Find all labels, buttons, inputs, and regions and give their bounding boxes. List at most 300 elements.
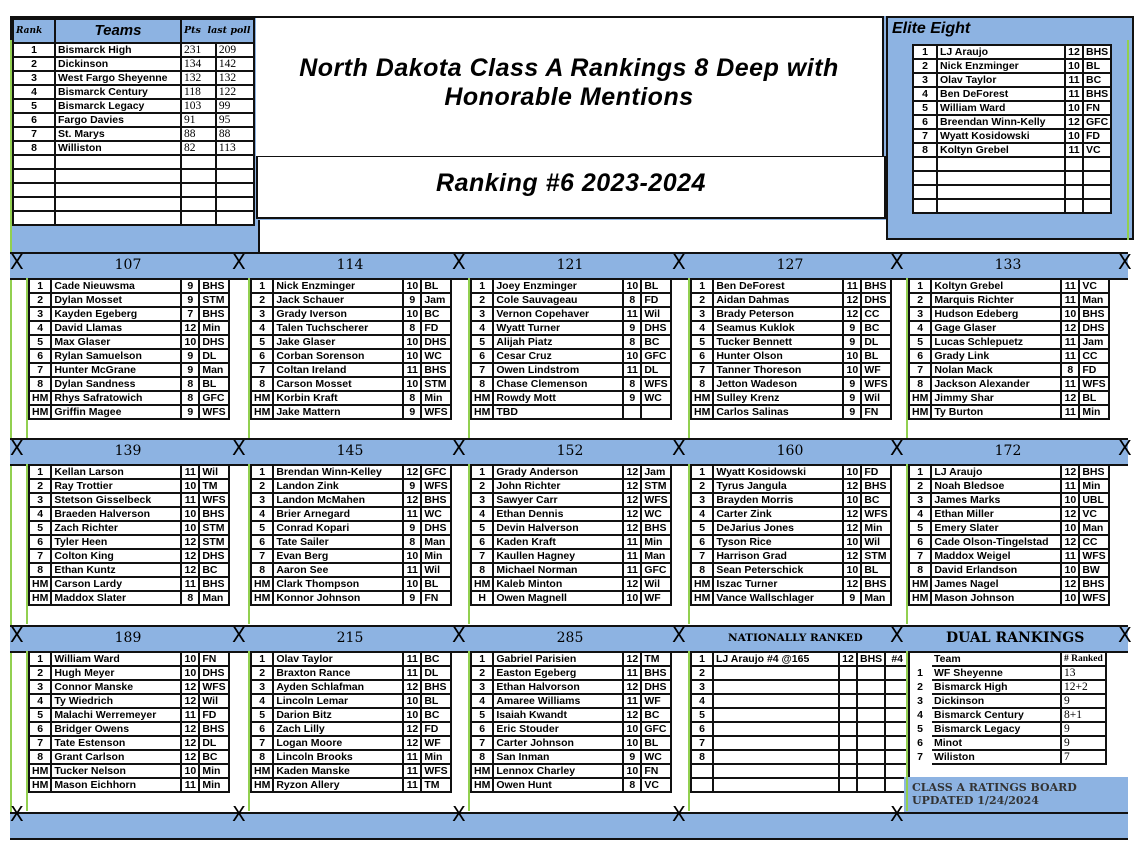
wrestler-name: Rylan Samuelson (51, 349, 181, 363)
wrestler-name: Joey Enzminger (493, 279, 623, 293)
wrestler-team: BHS (861, 279, 891, 293)
wrestler-rank: 3 (909, 493, 931, 507)
wrestler-rank: 8 (251, 377, 273, 391)
team-points: 91 (181, 113, 216, 127)
ranking-subtitle: Ranking #6 2023-2024 (436, 169, 706, 197)
wrestler-name: Connor Manske (51, 680, 181, 694)
elite-row (913, 59, 1111, 73)
pts-header: Pts (184, 25, 201, 36)
wrestler-row (471, 377, 671, 391)
weight-class-label: 139 (114, 443, 142, 459)
wrestler-row (29, 279, 229, 293)
wrestler-rank: HM (909, 591, 931, 605)
wrestler-team: Man (1079, 293, 1109, 307)
wrestler-row (909, 307, 1109, 321)
dual-header-row (909, 652, 1106, 666)
wrestler-grade: 12 (403, 722, 421, 736)
elite-team (1083, 199, 1111, 213)
dual-team: Wiliston (931, 750, 1061, 764)
grid-line (26, 278, 28, 438)
wrestler-team: Min (199, 778, 229, 792)
wrestler-team: Min (861, 521, 891, 535)
wrestler-grade: 10 (181, 652, 199, 666)
wrestler-row (29, 363, 229, 377)
wrestler-grade: 9 (403, 293, 421, 307)
wrestler-rank: 2 (471, 666, 493, 680)
wrestler-rank: 1 (909, 465, 931, 479)
weight-class-label: 172 (994, 443, 1022, 459)
wrestler-row (691, 377, 891, 391)
wrestler-grade: 11 (1061, 377, 1079, 391)
weight-class-label: 285 (556, 630, 584, 646)
wrestler-grade: 8 (403, 391, 421, 405)
wrestler-team (641, 405, 671, 419)
wrestler-row (691, 535, 891, 549)
wrestler-name: James Nagel (931, 577, 1061, 591)
dual-team: Minot (931, 736, 1061, 750)
wrestler-team: GFC (641, 722, 671, 736)
wrestler-row (691, 349, 891, 363)
wrestler-team: GFC (199, 391, 229, 405)
wrestler-name: Jackson Alexander (931, 377, 1061, 391)
wrestler-name: Jake Glaser (273, 335, 403, 349)
wrestler-rank: 1 (471, 652, 493, 666)
wrestler-name: Lucas Schlepuetz (931, 335, 1061, 349)
wrestler-grade: 12 (403, 493, 421, 507)
wrestler-name: Braeden Halverson (51, 507, 181, 521)
wrestler-rank: 5 (29, 335, 51, 349)
wrestler-name: Grady Iverson (273, 307, 403, 321)
wrestler-team: CC (861, 307, 891, 321)
wrestler-name: Max Glaser (51, 335, 181, 349)
wrestler-row (251, 479, 451, 493)
wrestler-row (29, 293, 229, 307)
wrestler-grade: 11 (403, 750, 421, 764)
wrestler-rank: 4 (691, 321, 713, 335)
wrestler-grade: 12 (1061, 535, 1079, 549)
dual-count: 7 (1061, 750, 1106, 764)
wrestler-team: WFS (861, 377, 891, 391)
dual-rank: 7 (917, 751, 923, 763)
team-name: West Fargo Sheyenne (55, 71, 181, 85)
team-last-poll: 113 (216, 141, 254, 155)
wrestler-grade: 12 (181, 321, 199, 335)
wrestler-team: WC (421, 507, 451, 521)
teams-header: Teams (55, 19, 181, 43)
wrestler-rank: 3 (29, 680, 51, 694)
wrestler-team: STM (641, 479, 671, 493)
team-name: Williston (55, 141, 181, 155)
wrestler-rank: 5 (29, 708, 51, 722)
national-rank (691, 764, 713, 778)
team-last-poll: 132 (216, 71, 254, 85)
team-name: Bismarck Legacy (55, 99, 181, 113)
wrestler-rank: HM (251, 391, 273, 405)
wrestler-team: BHS (421, 363, 451, 377)
wrestler-name: Tanner Thoreson (713, 363, 843, 377)
weight-table-145 (250, 464, 452, 606)
wrestler-team: BHS (199, 307, 229, 321)
grid-line (1127, 40, 1129, 240)
wrestler-team: TM (421, 778, 451, 792)
updated-date: UPDATED 1/24/2024 (912, 794, 1039, 807)
wrestler-row (909, 405, 1109, 419)
team-row (13, 183, 254, 197)
wrestler-name: Brayden Morris (713, 493, 843, 507)
wrestler-team: FD (641, 293, 671, 307)
wrestler-rank: 4 (29, 507, 51, 521)
weight-class-label: 107 (114, 257, 142, 273)
wrestler-row (251, 521, 451, 535)
wrestler-rank: 1 (471, 465, 493, 479)
national-grade (839, 666, 857, 680)
dual-row (909, 736, 1106, 750)
wrestler-team: BL (641, 279, 671, 293)
team-name (55, 197, 181, 211)
wrestler-name: Vernon Copehaver (493, 307, 623, 321)
wrestler-grade: 9 (843, 321, 861, 335)
wrestler-team: WF (641, 591, 671, 605)
wrestler-name: Emery Slater (931, 521, 1061, 535)
wrestler-row (29, 307, 229, 321)
wrestler-rank: 7 (251, 363, 273, 377)
wrestler-row (471, 666, 671, 680)
wrestler-team: Man (1079, 521, 1109, 535)
wrestler-name: Ayden Schlafman (273, 680, 403, 694)
wrestler-row (471, 479, 671, 493)
wrestler-rank: 6 (471, 349, 493, 363)
team-rankings-panel (10, 16, 260, 254)
wrestler-rank: 7 (691, 549, 713, 563)
elite-name: Ben DeForest (937, 87, 1065, 101)
weight-class-label: 121 (556, 257, 584, 273)
wrestler-name: Maddox Slater (51, 591, 181, 605)
team-row (13, 197, 254, 211)
wrestler-rank: 7 (29, 549, 51, 563)
team-last-poll: 209 (216, 43, 254, 57)
wrestler-name: Wyatt Kosidowski (713, 465, 843, 479)
wrestler-name: Hunter Olson (713, 349, 843, 363)
wrestler-grade: 11 (181, 493, 199, 507)
wrestler-rank: 3 (251, 493, 273, 507)
wrestler-grade: 10 (843, 563, 861, 577)
wrestler-grade: 9 (181, 293, 199, 307)
national-name (713, 694, 839, 708)
wrestler-rank: HM (471, 405, 493, 419)
wrestler-name: Sean Peterschick (713, 563, 843, 577)
team-rank: 2 (13, 57, 55, 71)
wrestler-team: BHS (199, 722, 229, 736)
wrestler-name: Alijah Piatz (493, 335, 623, 349)
wrestler-team: Jam (641, 465, 671, 479)
elite-rank (913, 171, 937, 185)
wrestler-row (29, 521, 229, 535)
grid-line (26, 651, 28, 811)
wrestler-team: FN (641, 764, 671, 778)
wrestler-team: Min (641, 535, 671, 549)
wrestler-team: BHS (861, 479, 891, 493)
wrestler-grade: 9 (623, 750, 641, 764)
team-last-poll: 122 (216, 85, 254, 99)
team-row (13, 43, 254, 57)
wrestler-name: Tate Sailer (273, 535, 403, 549)
wrestler-row (691, 293, 891, 307)
bottom-band (10, 802, 1128, 840)
national-name (713, 708, 839, 722)
wrestler-rank: 6 (251, 535, 273, 549)
wrestler-name: Gage Glaser (931, 321, 1061, 335)
wrestler-grade: 10 (403, 708, 421, 722)
national-grade: 12 (839, 652, 857, 666)
wrestler-rank: 4 (471, 507, 493, 521)
elite-team: BC (1083, 73, 1111, 87)
wrestler-row (471, 764, 671, 778)
wrestler-grade: 10 (181, 335, 199, 349)
nationally-ranked-table (690, 651, 910, 793)
elite-row (913, 115, 1111, 129)
grid-line (906, 464, 908, 624)
wrestler-team: Wil (861, 535, 891, 549)
team-points: 82 (181, 141, 216, 155)
team-rankings-table (12, 18, 255, 226)
wrestler-name: Lincoln Lemar (273, 694, 403, 708)
grid-line (906, 278, 908, 438)
wrestler-row (691, 307, 891, 321)
wrestler-row (471, 680, 671, 694)
grid-line (688, 651, 690, 811)
wrestler-grade: 10 (843, 363, 861, 377)
dual-rank: 4 (917, 709, 923, 721)
team-points (181, 155, 216, 169)
wrestler-name: Kayden Egeberg (51, 307, 181, 321)
wrestler-team: DHS (641, 680, 671, 694)
wrestler-team: Man (861, 591, 891, 605)
national-grade (839, 778, 857, 792)
wrestler-row (251, 778, 451, 792)
national-rank: 4 (691, 694, 713, 708)
wrestler-rank: 5 (471, 335, 493, 349)
wrestler-team: BL (421, 279, 451, 293)
wrestler-name: Korbin Kraft (273, 391, 403, 405)
wrestler-rank: 6 (909, 535, 931, 549)
wrestler-grade: 9 (843, 591, 861, 605)
wrestler-team: Min (421, 750, 451, 764)
wrestler-team: Man (641, 549, 671, 563)
wrestler-grade: 11 (623, 535, 641, 549)
national-rank: 5 (691, 708, 713, 722)
wrestler-grade: 11 (623, 307, 641, 321)
dual-rank: 6 (917, 737, 923, 749)
wrestler-row (29, 708, 229, 722)
wrestler-rank: 5 (251, 335, 273, 349)
wrestler-team: WFS (199, 493, 229, 507)
wrestler-grade: 11 (1061, 549, 1079, 563)
wrestler-team: BHS (199, 507, 229, 521)
wrestler-grade: 11 (403, 507, 421, 521)
wrestler-row (471, 507, 671, 521)
wrestler-team: BC (861, 493, 891, 507)
grid-line (688, 464, 690, 624)
wrestler-row (909, 293, 1109, 307)
wrestler-name: Brendan Winn-Kelley (273, 465, 403, 479)
grid-line (248, 464, 250, 624)
wrestler-name: Michael Norman (493, 563, 623, 577)
wrestler-team: TM (199, 479, 229, 493)
wrestler-grade: 9 (181, 363, 199, 377)
wrestler-grade: 9 (843, 405, 861, 419)
wrestler-row (471, 363, 671, 377)
wrestler-row (251, 736, 451, 750)
wrestler-rank: 8 (471, 563, 493, 577)
wrestler-name: Kaullen Hagney (493, 549, 623, 563)
wrestler-team: GFC (641, 563, 671, 577)
team-row (13, 169, 254, 183)
wrestler-rank: HM (909, 405, 931, 419)
x-marker: X (890, 802, 904, 826)
wrestler-team: DL (641, 363, 671, 377)
wrestler-name: TBD (493, 405, 623, 419)
wrestler-row (251, 535, 451, 549)
wrestler-grade: 10 (181, 521, 199, 535)
weight-table-114 (250, 278, 452, 420)
wrestler-name: Isaiah Kwandt (493, 708, 623, 722)
national-grade (839, 680, 857, 694)
wrestler-name: Stetson Gisselbeck (51, 493, 181, 507)
wrestler-team: FD (199, 708, 229, 722)
wrestler-name: Dylan Mosset (51, 293, 181, 307)
grid-line (10, 40, 12, 830)
wrestler-rank: HM (29, 591, 51, 605)
wrestler-team: FD (421, 321, 451, 335)
wrestler-name: Grady Link (931, 349, 1061, 363)
dual-team: Dickinson (931, 694, 1061, 708)
wrestler-grade: 9 (181, 279, 199, 293)
national-team (857, 694, 885, 708)
wrestler-row (909, 563, 1109, 577)
elite-eight-title: Elite Eight (892, 20, 971, 37)
dual-team: Bismarck High (931, 680, 1061, 694)
weight-table-133 (908, 278, 1110, 420)
dual-row (909, 666, 1106, 680)
wrestler-row (691, 563, 891, 577)
wrestler-team: WFS (1079, 377, 1109, 391)
weight-class-label: 215 (336, 630, 364, 646)
wrestler-grade: 9 (843, 391, 861, 405)
wrestler-name: Darion Bitz (273, 708, 403, 722)
wrestler-name: Devin Halverson (493, 521, 623, 535)
national-rank: 8 (691, 750, 713, 764)
national-name (713, 736, 839, 750)
wrestler-team: WC (641, 507, 671, 521)
wrestler-row (691, 493, 891, 507)
grid-line (468, 464, 470, 624)
wrestler-grade: 12 (181, 694, 199, 708)
wrestler-rank: 2 (471, 293, 493, 307)
wrestler-grade: 11 (623, 666, 641, 680)
wrestler-team: BC (421, 307, 451, 321)
wrestler-row (29, 377, 229, 391)
pts-lastpoll-header (181, 19, 254, 43)
wrestler-rank: 7 (29, 736, 51, 750)
wrestler-grade: 10 (403, 279, 421, 293)
team-points (181, 169, 216, 183)
wrestler-rank: 7 (471, 549, 493, 563)
wrestler-row (471, 591, 671, 605)
wrestler-grade: 12 (843, 507, 861, 521)
national-rank (691, 778, 713, 792)
elite-grade: 10 (1065, 101, 1083, 115)
wrestler-rank: 8 (251, 750, 273, 764)
wrestler-rank: 8 (909, 563, 931, 577)
wrestler-row (471, 279, 671, 293)
weight-class-label: 133 (994, 257, 1022, 273)
team-rank: 6 (13, 113, 55, 127)
x-marker: X (672, 250, 686, 274)
wrestler-row (251, 465, 451, 479)
wrestler-name: Konnor Johnson (273, 591, 403, 605)
elite-name: William Ward (937, 101, 1065, 115)
wrestler-row (29, 750, 229, 764)
team-row (13, 99, 254, 113)
wrestler-row (471, 307, 671, 321)
wrestler-name: Talen Tuchscherer (273, 321, 403, 335)
dual-count: 13 (1061, 666, 1106, 680)
team-name (55, 155, 181, 169)
elite-row (913, 157, 1111, 171)
wrestler-name: Gabriel Parisien (493, 652, 623, 666)
wrestler-rank: 2 (691, 479, 713, 493)
team-points: 88 (181, 127, 216, 141)
wrestler-grade: 12 (1061, 391, 1079, 405)
wrestler-name: Brady Peterson (713, 307, 843, 321)
wrestler-rank: 2 (29, 666, 51, 680)
wrestler-team: DHS (421, 335, 451, 349)
wrestler-name: Cole Sauvageau (493, 293, 623, 307)
wrestler-name: John Richter (493, 479, 623, 493)
elite-rank (913, 199, 937, 213)
team-rank: 4 (13, 85, 55, 99)
wrestler-rank: 6 (471, 535, 493, 549)
dual-row (909, 750, 1106, 764)
wrestler-grade: 10 (181, 764, 199, 778)
national-team (857, 666, 885, 680)
wrestler-grade: 9 (403, 591, 421, 605)
wrestler-grade: 11 (1061, 479, 1079, 493)
weight-table-285 (470, 651, 672, 793)
weight-class-label: 127 (776, 257, 804, 273)
wrestler-row (909, 507, 1109, 521)
wrestler-rank: 6 (251, 349, 273, 363)
wrestler-team: Min (1079, 405, 1109, 419)
wrestler-rank: 7 (691, 363, 713, 377)
wrestler-rank: HM (471, 577, 493, 591)
team-row (13, 141, 254, 155)
wrestler-name: Cesar Cruz (493, 349, 623, 363)
wrestler-team: WFS (199, 680, 229, 694)
x-marker: X (890, 623, 904, 647)
dual-count: 12+2 (1061, 680, 1106, 694)
wrestler-rank: 5 (691, 521, 713, 535)
wrestler-team: BHS (1079, 307, 1109, 321)
dual-rank-header (909, 652, 931, 666)
wrestler-row (691, 335, 891, 349)
wrestler-rank: 5 (251, 521, 273, 535)
elite-row (913, 101, 1111, 115)
wrestler-rank: 4 (909, 321, 931, 335)
wrestler-team: BL (421, 694, 451, 708)
wrestler-name: Carlos Salinas (713, 405, 843, 419)
wrestler-row (251, 652, 451, 666)
